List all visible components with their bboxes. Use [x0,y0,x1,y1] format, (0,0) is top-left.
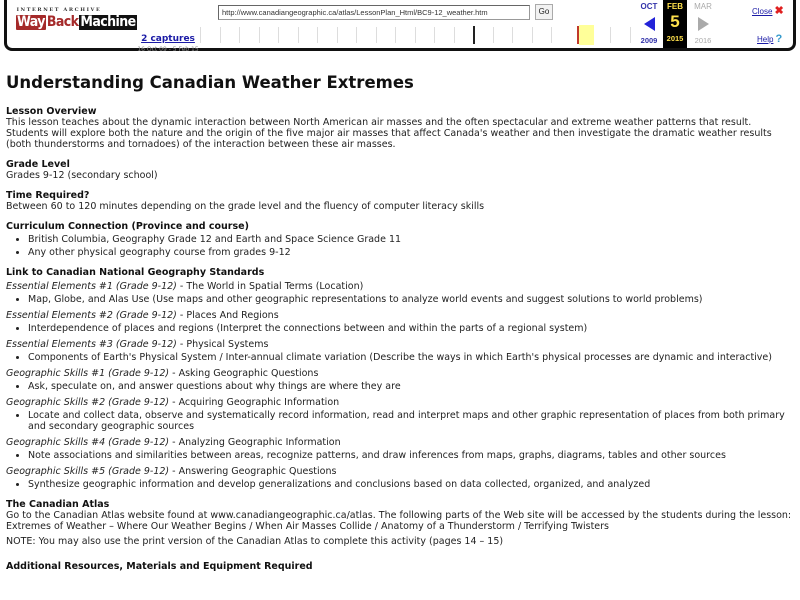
standard-label: Geographic Skills #5 (Grade 9-12) [6,466,170,477]
standard-label: Geographic Skills #4 (Grade 9-12) [6,437,170,448]
canadian-atlas-section [6,499,796,547]
standard-heading [6,339,796,350]
captures-info [128,26,208,53]
standard-topic: - Physical Systems [176,339,269,350]
list-item: • Map, Globe, and Alas Use (Use maps and other geographic representations to analyze world events and suggest solutions to world problems) [28,294,796,305]
time-required-text: Between 60 to 120 minutes depending on the grade level and the fluency of computer literacy skills [6,201,485,212]
timeline-tick [337,27,338,43]
standard-group [6,397,796,432]
list-item: • Note associations and similarities between areas, recognize patterns, and draw inferences from maps, graphs, diagrams, tables and other sources [28,450,796,461]
logo-way: Way [17,14,45,30]
timeline-tick [376,27,377,43]
standard-topic: - Answering Geographic Questions [169,466,337,477]
timeline-tick [220,27,221,43]
canadian-atlas-heading: The Canadian Atlas [6,499,110,510]
standard-label: Essential Elements #1 (Grade 9-12) [6,281,177,292]
logo-wayback-wordmark [16,14,136,30]
curriculum-heading: Curriculum Connection (Province and course) [6,221,249,232]
standard-label: Essential Elements #3 (Grade 9-12) [6,339,177,350]
capture-marker-2015[interactable] [577,26,579,44]
standard-group [6,466,796,490]
capture-timeline[interactable] [198,25,634,45]
standard-topic: - Analyzing Geographic Information [169,437,341,448]
prev-year: 2009 [640,36,658,45]
list-item: • Any other physical geography course from grades 9-12 [28,247,796,258]
list-item: • Components of Earth's Physical System / Inter-annual climate variation (Describe the ways in which Earth's physical processes are dynamic and interactive) [28,352,796,363]
next-year: 2016 [694,36,712,45]
lesson-overview-text: This lesson teaches about the dynamic interaction between North American air masses and the often spectacular and extreme weather patterns that result. Students will explore both the nature and the origin of the five major air masses that affect Canada's weather and then investigate the dramatic weather results (both thunderstorms and tornadoes) of the interaction between these air masses. [6,117,772,150]
logo-back: Back [46,14,79,30]
grade-level-text: Grades 9-12 (secondary school) [6,170,158,181]
standard-group [6,281,796,305]
captures-link[interactable]: 2 captures [141,34,195,44]
standard-heading [6,466,796,477]
time-required-section [6,190,796,212]
curriculum-section [6,221,796,258]
standard-heading [6,281,796,292]
capture-marker-2009[interactable] [473,26,475,44]
timeline-tick [610,27,611,43]
current-month: FEB [667,2,683,11]
grade-level-section [6,159,796,181]
standards-heading: Link to Canadian National Geography Standards [6,267,265,278]
timeline-tick [356,27,357,43]
lesson-overview-heading: Lesson Overview [6,106,97,117]
timeline-tick [259,27,260,43]
prev-arrow-icon[interactable] [644,17,655,31]
grade-level-heading: Grade Level [6,159,70,170]
timeline-tick [395,27,396,43]
list-item: • Locate and collect data, observe and systematically record information, read and interpret maps and other graphic representation of places from both primary and secondary geographic sources [28,410,796,432]
timeline-tick [532,27,533,43]
page-content [6,72,796,581]
current-year-highlight [579,25,594,45]
standard-group [6,310,796,334]
go-button[interactable]: Go [535,4,553,20]
timeline-tick [434,27,435,43]
timeline-tick [551,27,552,43]
standard-group [6,368,796,392]
calendar-prev[interactable] [636,0,662,48]
timeline-tick [200,27,201,43]
list-item: • British Columbia, Geography Grade 12 and Earth and Space Science Grade 11 [28,234,796,245]
standard-group [6,437,796,461]
lesson-overview-section [6,106,796,150]
timeline-tick [630,27,631,43]
url-input[interactable]: http://www.canadiangeographic.ca/atlas/LessonPlan_Html/BC9-12_weather.htm [218,5,530,20]
standard-label: Essential Elements #2 (Grade 9-12) [6,310,177,321]
next-month: MAR [694,2,712,11]
standard-label: Geographic Skills #2 (Grade 9-12) [6,397,170,408]
timeline-tick [317,27,318,43]
wayback-machine-logo[interactable] [16,7,136,37]
canadian-atlas-note: NOTE: You may also use the print version of the Canadian Atlas to complete this activity (pages 14 – 15) [6,536,504,547]
resources-heading: Additional Resources, Materials and Equipment Required [6,561,313,572]
page-title: Understanding Canadian Weather Extremes [6,73,414,92]
logo-machine: Machine [80,14,136,30]
help-button[interactable] [757,33,782,45]
timeline-tick [454,27,455,43]
close-icon[interactable]: ✖ [774,5,784,17]
current-year: 2015 [666,34,684,43]
help-link[interactable]: Help [757,35,774,44]
timeline-tick [415,27,416,43]
standard-heading [6,310,796,321]
timeline-tick [239,27,240,43]
timeline-tick [298,27,299,43]
list-item: • Interdependence of places and regions (Interpret the connections between and within the parts of a regional system) [28,323,796,334]
logo-internet-archive-text: INTERNET ARCHIVE [16,7,102,13]
resources-section [6,561,796,572]
time-required-heading: Time Required? [6,190,90,201]
calendar-current [663,0,687,48]
standard-topic: - Places And Regions [176,310,279,321]
list-item: • Synthesize geographic information and develop generalizations and conclusions based on data collected, organized, and analyzed [28,479,796,490]
timeline-tick [278,27,279,43]
timeline-tick [512,27,513,43]
help-icon[interactable]: ? [775,33,783,45]
captures-range: 16 Oct 09 - 5 Feb 15 [137,46,199,53]
wayback-toolbar [0,0,800,53]
standard-heading [6,368,796,379]
calendar-next [690,0,716,48]
standard-heading [6,437,796,448]
standard-topic: - The World in Spatial Terms (Location) [176,281,364,292]
close-link[interactable]: Close [752,7,773,16]
standard-label: Geographic Skills #1 (Grade 9-12) [6,368,170,379]
standard-topic: - Asking Geographic Questions [169,368,319,379]
next-arrow-icon [698,17,709,31]
standards-section [6,267,796,490]
canadian-atlas-text: Go to the Canadian Atlas website found at www.canadiangeographic.ca/atlas. The following parts of the Web site will be accessed by the students during the lesson: Extremes of Weather – Where Our Weather Begins / When Air Masses Collide / Anatomy of a Thunderstorm / Terrifying Twisters [6,510,792,532]
standard-group [6,339,796,363]
list-item: • Ask, speculate on, and answer questions about why things are where they are [28,381,796,392]
standard-heading [6,397,796,408]
current-day: 5 [670,12,680,31]
standard-topic: - Acquiring Geographic Information [169,397,340,408]
close-button[interactable] [752,4,784,17]
curriculum-list [6,234,796,258]
timeline-tick [493,27,494,43]
prev-month: OCT [640,2,658,11]
